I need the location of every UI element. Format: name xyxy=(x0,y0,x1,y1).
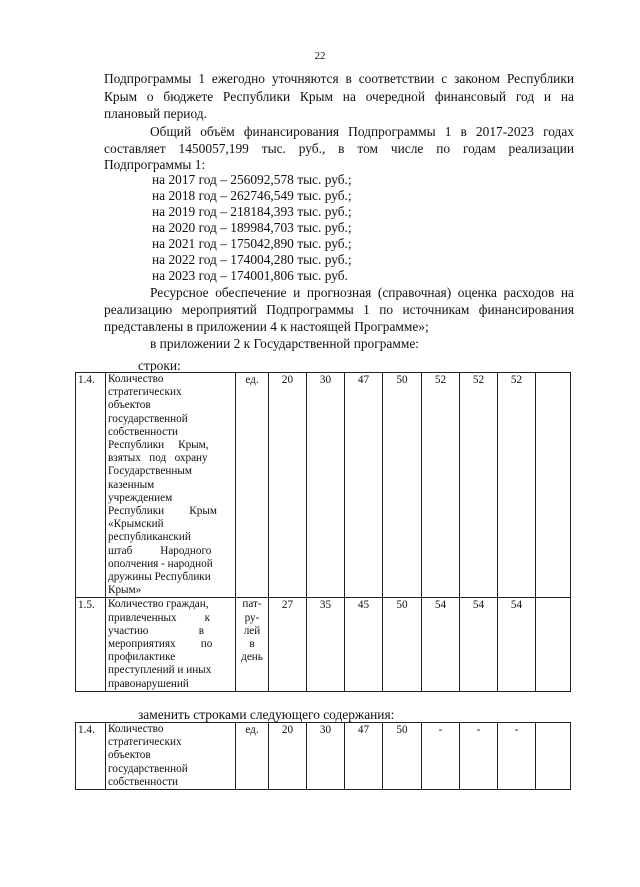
desc-line: Государственным xyxy=(108,465,192,478)
value-cell: 47 xyxy=(345,723,383,790)
row-code: 1.4. xyxy=(76,373,106,598)
value-cell: - xyxy=(422,723,460,790)
desc-line: дружины Республики xyxy=(108,571,211,584)
unit-line: лей xyxy=(243,624,261,637)
value-cell: - xyxy=(498,723,536,790)
desc-line: «Крымский xyxy=(108,518,164,531)
value-cell: 54 xyxy=(498,598,536,691)
desc-line: республиканский xyxy=(108,531,191,544)
value-cell xyxy=(536,373,571,598)
unit-line: пат- xyxy=(242,598,262,611)
value-cell: 47 xyxy=(345,373,383,598)
unit-line: ру- xyxy=(244,611,260,624)
desc-line: Республики Крым, xyxy=(108,439,209,452)
desc-line: Количество xyxy=(108,373,164,385)
value-cell: 52 xyxy=(460,373,498,598)
value-cell xyxy=(536,598,571,691)
paragraph1-line2: Крым о бюджете Республики Крым на очередной финансовый год и на xyxy=(104,89,574,104)
year-2019: на 2019 год – 218184,393 тыс. руб.; xyxy=(152,204,352,219)
row-description xyxy=(106,723,236,790)
value-cell: 50 xyxy=(383,598,422,691)
unit-line: в xyxy=(249,638,255,651)
desc-line: правонарушений xyxy=(108,677,189,690)
desc-line: государственной xyxy=(108,412,188,425)
paragraph3-line1: Ресурсное обеспечение и прогнозная (справочная) оценка расходов на xyxy=(150,285,574,300)
desc-line: ополчения - народной xyxy=(108,557,213,570)
rows-label: строки: xyxy=(138,358,181,373)
value-cell: 35 xyxy=(307,598,345,691)
value-cell: 50 xyxy=(383,723,422,790)
row-code: 1.4. xyxy=(76,723,106,790)
paragraph3-line3: представлены в приложении 4 к настоящей Программе»; xyxy=(104,319,429,334)
page-number: 22 xyxy=(314,50,326,62)
desc-line: мероприятиях по xyxy=(108,638,213,651)
table-row-1-4 xyxy=(76,373,571,598)
value-cell: 20 xyxy=(269,723,307,790)
value-cell: 45 xyxy=(345,598,383,691)
desc-line: стратегических xyxy=(108,736,182,749)
year-2018: на 2018 год – 262746,549 тыс. руб.; xyxy=(152,188,352,203)
desc-line: штаб Народного xyxy=(108,544,212,557)
appendix-line: в приложении 2 к Государственной программе: xyxy=(150,336,419,351)
desc-line: собственности xyxy=(108,425,178,438)
desc-line: участию в xyxy=(108,624,205,637)
row-code: 1.5. xyxy=(76,598,106,691)
value-cell: - xyxy=(460,723,498,790)
desc-line: Количество граждан, xyxy=(108,598,209,611)
replacement-table xyxy=(75,722,571,790)
row-unit: ед. xyxy=(236,723,269,790)
paragraph2-line3: Подпрограммы 1: xyxy=(104,157,206,172)
unit-line: день xyxy=(241,651,263,664)
desc-line: Крым» xyxy=(108,584,142,597)
value-cell: 54 xyxy=(422,598,460,691)
row-description xyxy=(106,598,236,691)
desc-line: объектов xyxy=(108,749,151,762)
value-cell: 30 xyxy=(307,373,345,598)
desc-line: профилактике xyxy=(108,651,176,664)
desc-line: привлеченных к xyxy=(108,611,211,624)
value-cell: 50 xyxy=(383,373,422,598)
value-cell: 27 xyxy=(269,598,307,691)
value-cell: 52 xyxy=(422,373,460,598)
value-cell: 30 xyxy=(307,723,345,790)
paragraph3-line2: реализацию мероприятий Подпрограммы 1 по источникам финансирования xyxy=(104,302,574,317)
year-2017: на 2017 год – 256092,578 тыс. руб.; xyxy=(152,172,352,187)
desc-line: стратегических xyxy=(108,386,182,399)
year-2023: на 2023 год – 174001,806 тыс. руб. xyxy=(152,268,348,283)
row-description xyxy=(106,373,236,598)
desc-line: собственности xyxy=(108,775,178,788)
paragraph2-line2: составляет 1450057,199 тыс. руб., в том числе по годам реализации xyxy=(104,141,574,156)
year-2020: на 2020 год – 189984,703 тыс. руб.; xyxy=(152,220,352,235)
year-2022: на 2022 год – 174004,280 тыс. руб.; xyxy=(152,252,352,267)
desc-line: учреждением xyxy=(108,491,173,504)
rows-table xyxy=(75,372,571,692)
desc-line: государственной xyxy=(108,762,188,775)
table-row-1-4-new xyxy=(76,723,571,790)
desc-line: преступлений и иных xyxy=(108,664,212,677)
replace-label: заменить строками следующего содержания: xyxy=(138,707,395,722)
value-cell: 52 xyxy=(498,373,536,598)
year-2021: на 2021 год – 175042,890 тыс. руб.; xyxy=(152,236,352,251)
desc-line: взятых под охрану xyxy=(108,452,208,465)
desc-line: объектов xyxy=(108,399,151,412)
value-cell: 20 xyxy=(269,373,307,598)
row-unit xyxy=(236,598,269,691)
row-unit: ед. xyxy=(236,373,269,598)
desc-line: казенным xyxy=(108,478,155,491)
value-cell xyxy=(536,723,571,790)
desc-line: Количество xyxy=(108,723,164,735)
paragraph1-line3: плановый период. xyxy=(104,106,207,121)
paragraph1-line1: Подпрограммы 1 ежегодно уточняются в соответствии с законом Республики xyxy=(104,71,574,86)
table-row-1-5 xyxy=(76,598,571,691)
value-cell: 54 xyxy=(460,598,498,691)
desc-line: Республики Крым xyxy=(108,505,217,518)
paragraph2-line1: Общий объём финансирования Подпрограммы 1 в 2017-2023 годах xyxy=(150,124,574,139)
